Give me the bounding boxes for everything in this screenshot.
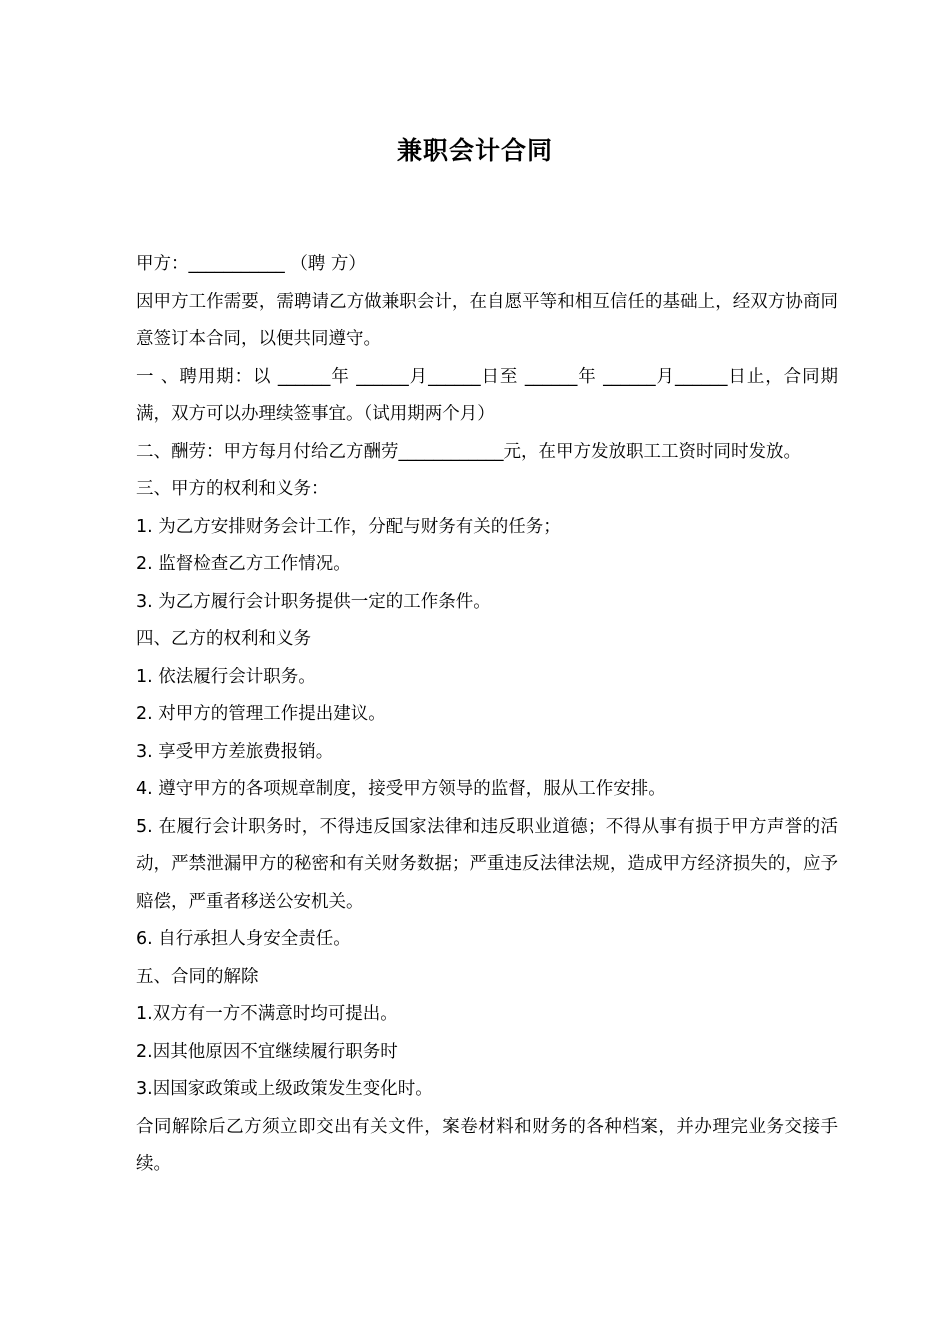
clause-2-remuneration: 二、酬劳：甲方每月付给乙方酬劳____________元，在甲方发放职工工资时同时发放。 [136, 441, 801, 462]
clause-3-item-3: 3. 为乙方履行会计职务提供一定的工作条件。 [136, 591, 491, 612]
clause-4-item-1: 1. 依法履行会计职务。 [136, 666, 316, 687]
document-body [116, 246, 838, 1184]
clause-1-term: 一 、聘用期：以 ______年 ______月______日至 ______年 ______月______日止，合同期满，双方可以办理续签事宜。（试用期两个月） [136, 366, 838, 424]
clause-5-item-2: 2.因其他原因不宜继续履行职务时 [136, 1041, 398, 1062]
clause-5-item-1: 1.双方有一方不满意时均可提出。 [136, 1004, 398, 1024]
clause-4-heading: 四、乙方的权利和义务 [136, 629, 311, 649]
clause-4-item-4: 4. 遵守甲方的各项规章制度，接受甲方领导的监督，服从工作安排。 [136, 779, 666, 799]
clause-3-item-2: 2. 监督检查乙方工作情况。 [136, 554, 351, 574]
clause-4-item-6: 6. 自行承担人身安全责任。 [136, 929, 351, 949]
party-a-line: 甲方：___________ （聘 方） [136, 254, 366, 274]
clause-5-heading: 五、合同的解除 [136, 966, 259, 987]
clause-4-item-3: 3. 享受甲方差旅费报销。 [136, 741, 334, 762]
clause-4-item-2: 2. 对甲方的管理工作提出建议。 [136, 704, 386, 724]
clause-3-heading: 三、甲方的权利和义务： [136, 479, 329, 499]
clause-3-item-1: 1. 为乙方安排财务会计工作，分配与财务有关的任务； [136, 516, 561, 537]
preamble-paragraph: 因甲方工作需要，需聘请乙方做兼职会计，在自愿平等和相互信任的基础上，经双方协商同意签订本合同，以便共同遵守。 [136, 291, 838, 349]
clause-4-item-5: 5. 在履行会计职务时，不得违反国家法律和违反职业道德；不得从事有损于甲方声誉的活动，严禁泄漏甲方的秘密和有关财务数据；严重违反法律法规，造成甲方经济损失的，应予赔偿，严重者移送公安机关。 [136, 816, 838, 912]
termination-handover-paragraph: 合同解除后乙方须立即交出有关文件，案卷材料和财务的各种档案，并办理完业务交接手续。 [136, 1116, 838, 1174]
document-title: 兼职会计合同 [396, 136, 553, 165]
clause-5-item-3: 3.因国家政策或上级政策发生变化时。 [136, 1079, 433, 1099]
